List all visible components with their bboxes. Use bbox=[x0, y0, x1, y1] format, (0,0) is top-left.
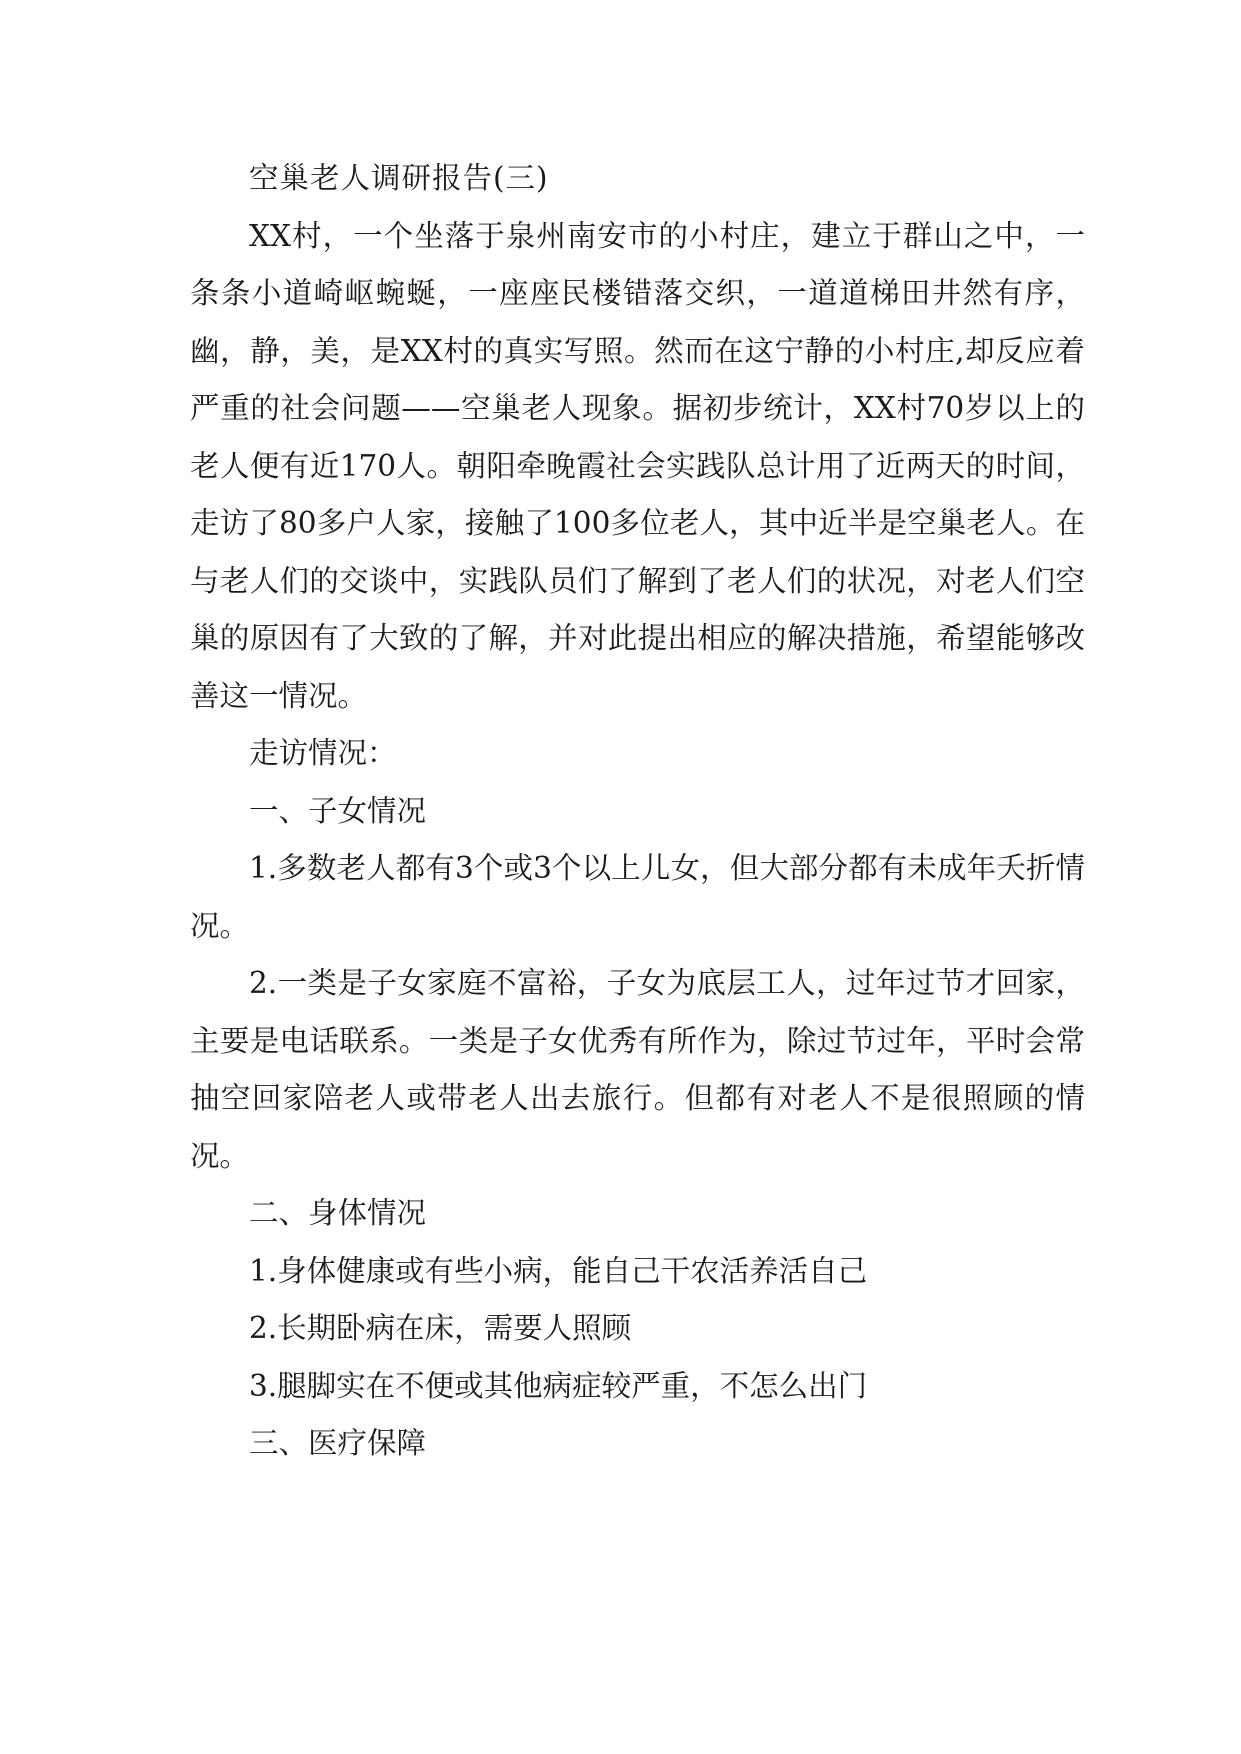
health-item-1: 1.身体健康或有些小病，能自己干农活养活自己 bbox=[249, 1253, 868, 1288]
intro-paragraph: XX村，一个坐落于泉州南安市的小村庄，建立于群山之中，一条条小道崎岖蜿蜒，一座座民楼错落交织，一道道梯田井然有序，幽，静，美，是XX村的真实写照。然而在这宁静的小村庄,却反应着严重的社会问题——空巢老人现象。据初步统计，XX村70岁以上的老人便有近170人。朝阳牵晚霞社会实践队总计用了近两天的时间，走访了80多户人家，接触了100多位老人，其中近半是空巢老人。在与老人们的交谈中，实践队员们了解到了老人们的状况，对老人们空巢的原因有了大致的了解，并对此提出相应的解决措施，希望能够改善这一情况。 bbox=[190, 218, 1085, 713]
children-item-1: 1.多数老人都有3个或3个以上儿女，但大部分都有未成年夭折情况。 bbox=[190, 851, 1085, 943]
section-heading-health: 二、身体情况 bbox=[249, 1196, 427, 1230]
section-heading-medical: 三、医疗保障 bbox=[249, 1426, 427, 1460]
children-item-2: 2.一类是子女家庭不富裕，子女为底层工人，过年过节才回家，主要是电话联系。一类是子女优秀有所作为，除过节过年，平时会常抽空回家陪老人或带老人出去旅行。但都有对老人不是很照顾的情况。 bbox=[190, 966, 1085, 1173]
document-title: 空巢老人调研报告(三) bbox=[249, 161, 549, 195]
health-item-2: 2.长期卧病在床，需要人照顾 bbox=[249, 1311, 632, 1345]
document-page bbox=[190, 150, 1085, 1473]
section-heading-children: 一、子女情况 bbox=[249, 793, 427, 828]
section-heading-visits: 走访情况： bbox=[249, 736, 397, 770]
health-item-3: 3.腿脚实在不便或其他病症较严重，不怎么出门 bbox=[249, 1368, 868, 1403]
